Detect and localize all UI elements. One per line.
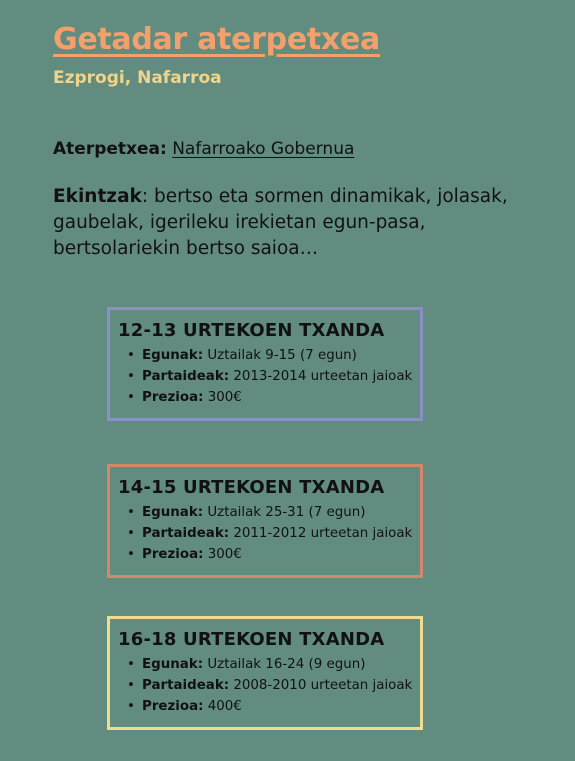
shift-details-list (118, 502, 414, 565)
shift-title: 16-18 URTEKOEN TXANDA (118, 629, 385, 650)
shift-title: 14-15 URTEKOEN TXANDA (118, 477, 385, 498)
activities-text: : bertso eta sormen dinamikak, jolasak, gaubelak, igerileku irekietan egun-pasa, bertsolariekin bertso saioa… (53, 186, 508, 259)
days-value: Uztailak 16-24 (9 egun) (203, 657, 366, 672)
participants-value: 2011-2012 urteetan jaioak (229, 526, 413, 541)
price-label: Prezioa: (142, 699, 204, 714)
activities-label: Ekintzak (53, 186, 142, 207)
shift-participants (142, 675, 414, 696)
shelter-label: Aterpetxea: (53, 139, 167, 159)
shift-box-12-13 (107, 307, 423, 421)
participants-label: Partaideak: (142, 369, 230, 384)
shift-participants (142, 366, 414, 387)
days-label: Egunak: (142, 505, 204, 520)
page-content (53, 18, 523, 262)
shift-days (142, 345, 414, 366)
page-title: Getadar aterpetxea (53, 22, 380, 57)
shift-box-14-15 (107, 464, 423, 578)
days-value: Uztailak 9-15 (7 egun) (203, 348, 357, 363)
days-value: Uztailak 25-31 (7 egun) (203, 505, 366, 520)
shift-title: 12-13 URTEKOEN TXANDA (118, 320, 385, 341)
shelter-owner-link[interactable]: Nafarroako Gobernua (172, 139, 355, 159)
participants-value: 2013-2014 urteetan jaioak (229, 369, 413, 384)
shift-days (142, 654, 414, 675)
shift-participants (142, 523, 414, 544)
location-subtitle: Ezprogi, Nafarroa (53, 68, 222, 88)
price-value: 300€ (203, 390, 242, 405)
price-value: 400€ (203, 699, 242, 714)
days-label: Egunak: (142, 657, 204, 672)
price-label: Prezioa: (142, 547, 204, 562)
participants-label: Partaideak: (142, 678, 230, 693)
shift-price (142, 387, 414, 408)
price-label: Prezioa: (142, 390, 204, 405)
participants-value: 2008-2010 urteetan jaioak (229, 678, 413, 693)
participants-label: Partaideak: (142, 526, 230, 541)
days-label: Egunak: (142, 348, 204, 363)
shift-details-list (118, 654, 414, 717)
shift-details-list (118, 345, 414, 408)
activities-paragraph (53, 184, 513, 262)
price-value: 300€ (203, 547, 242, 562)
shift-price (142, 544, 414, 565)
shelter-line (53, 138, 523, 160)
shift-price (142, 696, 414, 717)
shift-days (142, 502, 414, 523)
shift-box-16-18 (107, 616, 423, 730)
